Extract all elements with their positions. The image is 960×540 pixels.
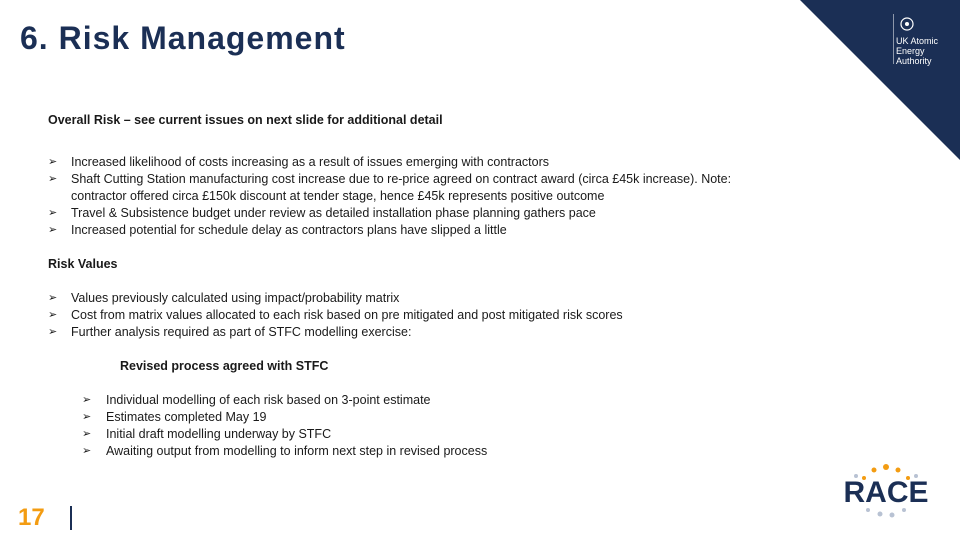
- overall-risk-heading: Overall Risk – see current issues on next slide for additional detail: [48, 113, 443, 127]
- list-item: [48, 222, 748, 239]
- list-item: [48, 205, 748, 222]
- list-item-text: Further analysis required as part of STFC modelling exercise:: [71, 325, 412, 339]
- arrow-bullet-icon: ➢: [82, 428, 92, 440]
- arrow-bullet-icon: ➢: [82, 394, 92, 406]
- ukaea-line: Authority: [896, 56, 932, 66]
- list-item: [48, 171, 748, 205]
- arrow-bullet-icon: ➢: [48, 207, 58, 219]
- risk-values-heading: Risk Values: [48, 257, 118, 271]
- list-item: [48, 154, 748, 171]
- list-item: [48, 290, 748, 307]
- list-item: [82, 392, 748, 409]
- revised-process-heading: Revised process agreed with STFC: [120, 359, 329, 373]
- race-logo-text: RACE: [843, 476, 929, 509]
- revised-process-list: [82, 392, 748, 460]
- list-item-text: Cost from matrix values allocated to each risk based on pre mitigated and post mitigated risk scores: [71, 308, 623, 322]
- list-item-text: Estimates completed May 19: [106, 410, 267, 424]
- page-number: 17: [18, 504, 45, 531]
- arrow-bullet-icon: ➢: [48, 224, 58, 236]
- list-item-text: Shaft Cutting Station manufacturing cost increase due to re-price agreed on contract award (circa £45k increase). Note: contractor offered circa £150k discount at tender stage, hence £45k represents positive outcome: [71, 172, 732, 203]
- list-item: [82, 409, 748, 426]
- arrow-bullet-icon: ➢: [48, 156, 58, 168]
- arrow-bullet-icon: ➢: [82, 411, 92, 423]
- arrow-bullet-icon: ➢: [48, 326, 58, 338]
- list-item-text: Values previously calculated using impact/probability matrix: [71, 291, 400, 305]
- slide-title: 6. Risk Management: [20, 20, 346, 56]
- list-item: [82, 426, 748, 443]
- list-item-text: Individual modelling of each risk based on 3-point estimate: [106, 393, 431, 407]
- list-item-text: Awaiting output from modelling to inform next step in revised process: [106, 444, 488, 458]
- list-item: [48, 307, 748, 324]
- arrow-bullet-icon: ➢: [48, 292, 58, 304]
- arrow-bullet-icon: ➢: [82, 445, 92, 457]
- ukaea-line: UK Atomic: [896, 36, 939, 46]
- ukaea-logo-text: [896, 36, 938, 66]
- list-item-text: Travel & Subsistence budget under review as detailed installation phase planning gathers pace: [71, 206, 596, 220]
- race-logo-icon: [836, 462, 936, 522]
- risk-values-list: [48, 290, 748, 341]
- slide-content: [48, 112, 748, 460]
- ukaea-line: Energy: [896, 46, 925, 56]
- list-item: [48, 324, 748, 341]
- list-item-text: Initial draft modelling underway by STFC: [106, 427, 332, 441]
- list-item-text: Increased potential for schedule delay as contractors plans have slipped a little: [71, 223, 507, 237]
- page-number-divider: [70, 506, 72, 530]
- arrow-bullet-icon: ➢: [48, 173, 58, 185]
- list-item-text: Increased likelihood of costs increasing as a result of issues emerging with contractors: [71, 155, 550, 169]
- overall-risk-list: [48, 154, 748, 239]
- list-item: [82, 443, 748, 460]
- arrow-bullet-icon: ➢: [48, 309, 58, 321]
